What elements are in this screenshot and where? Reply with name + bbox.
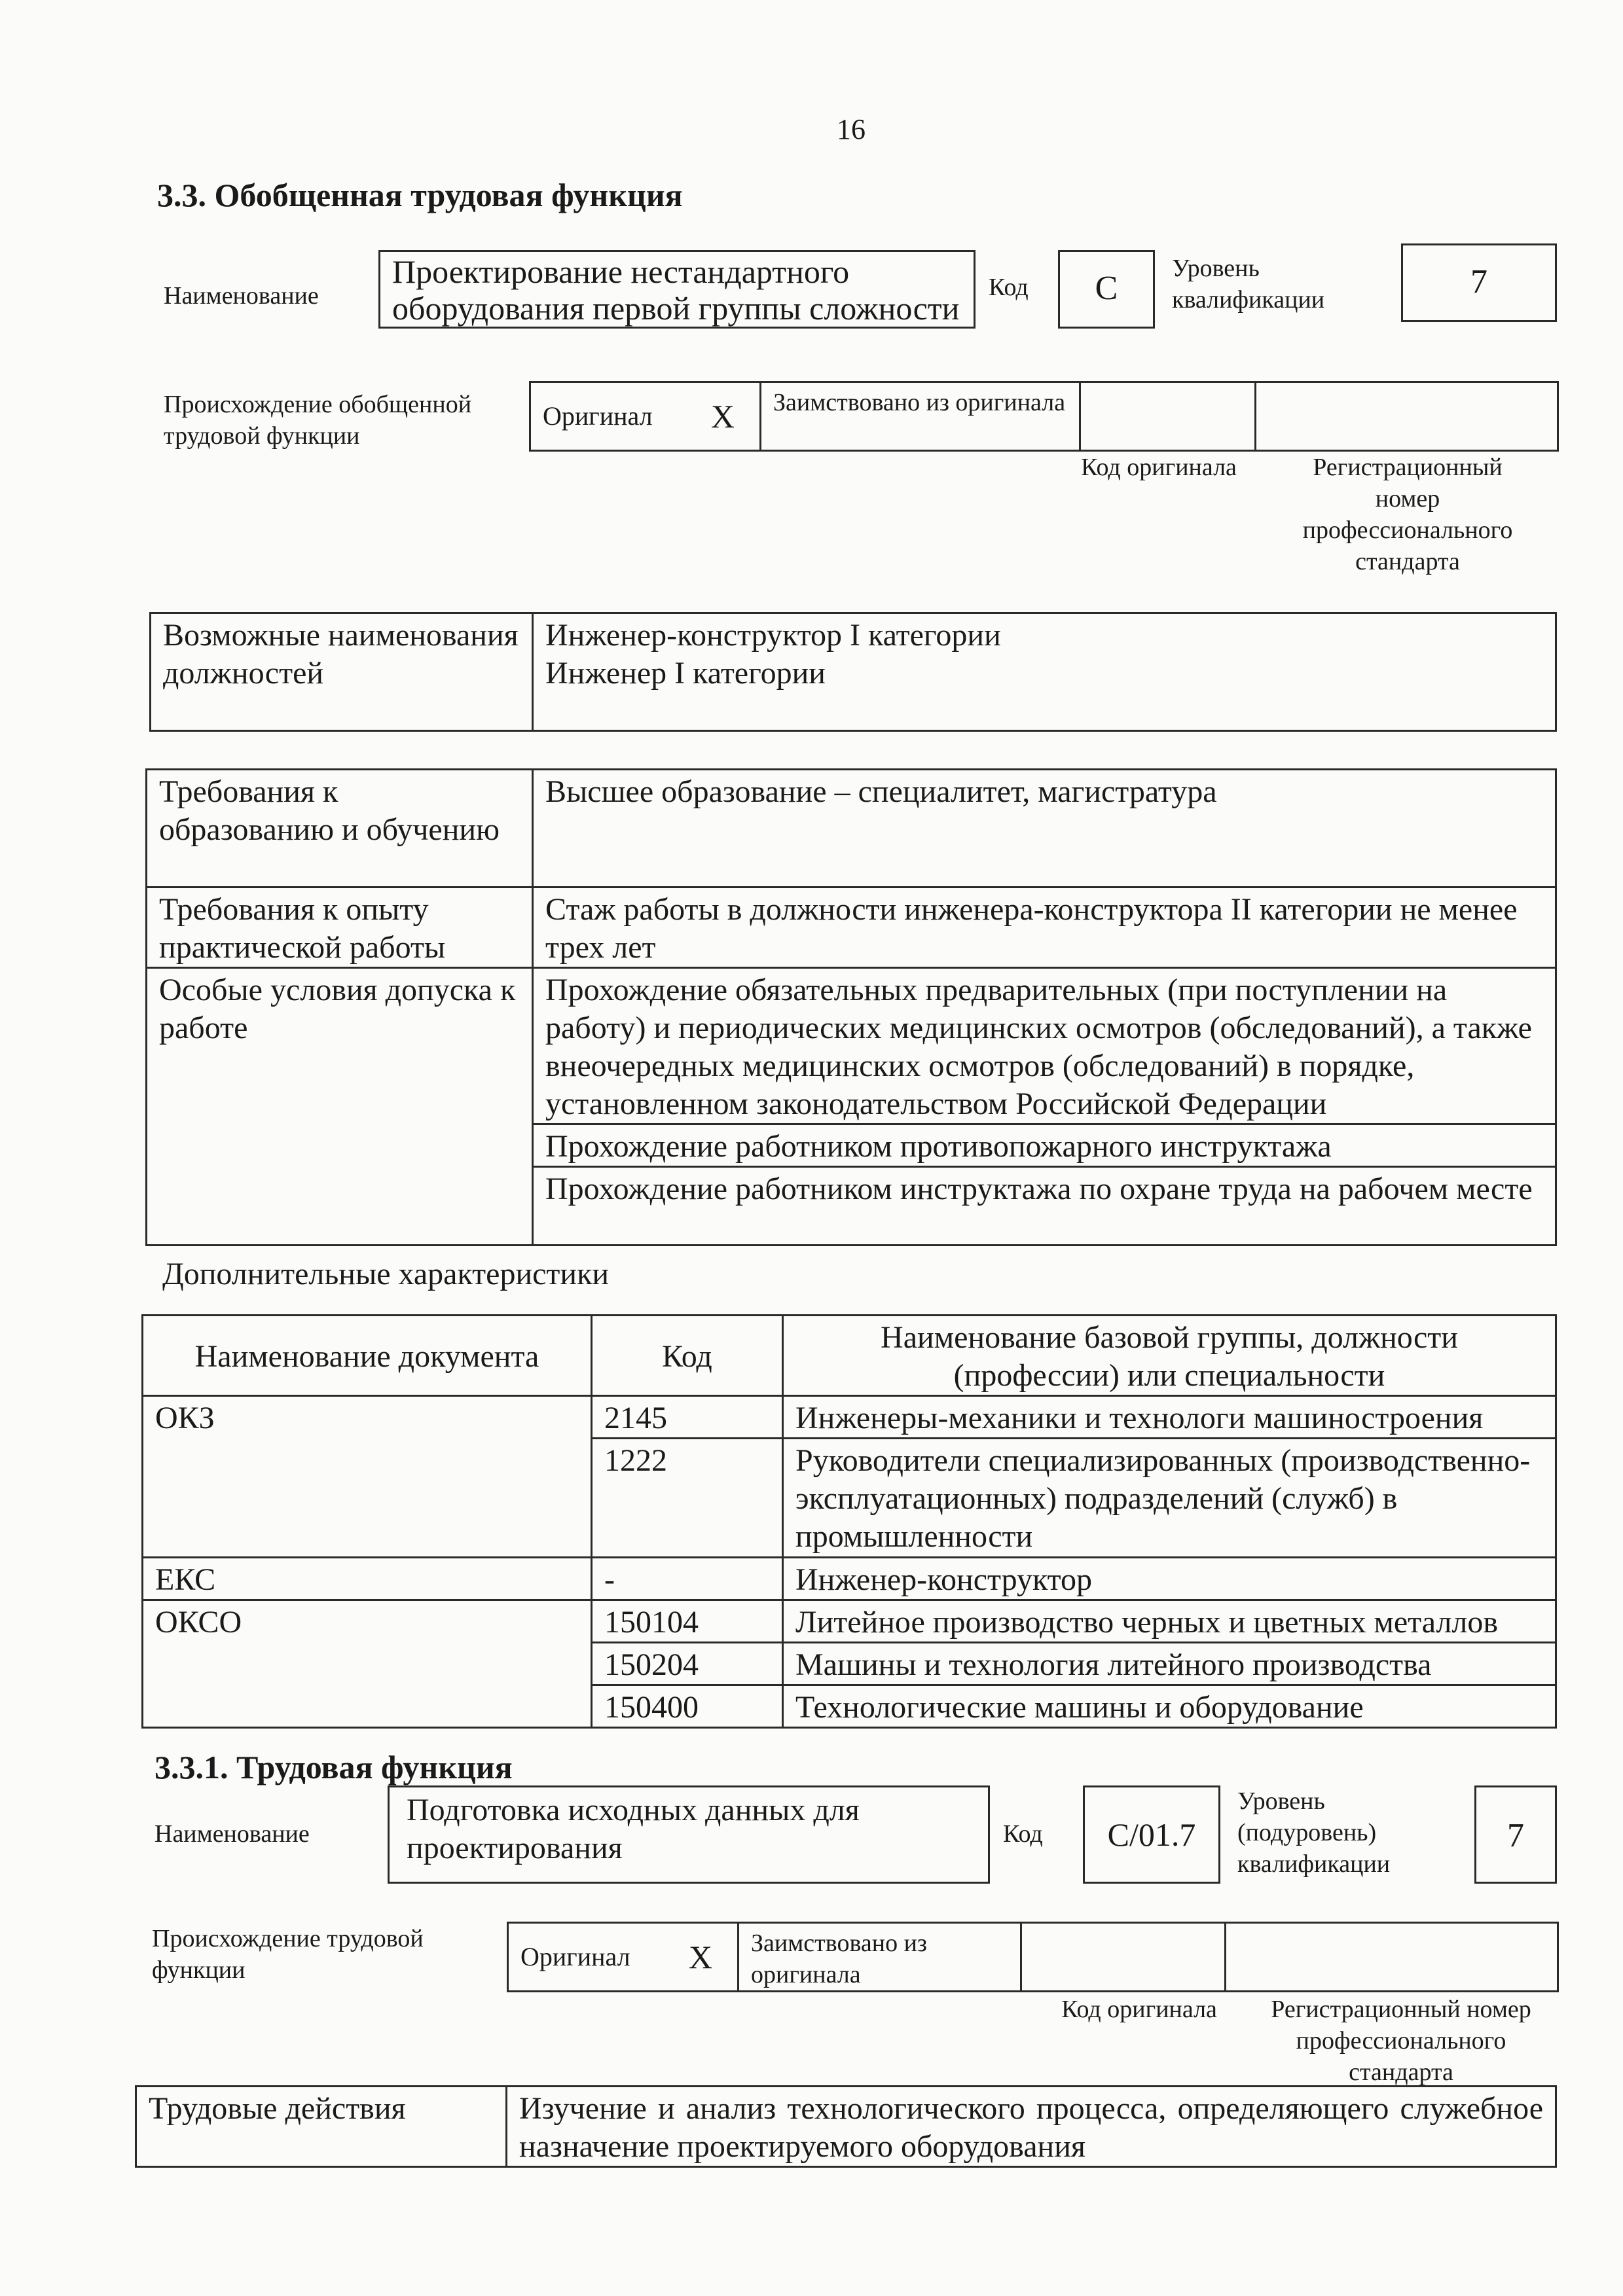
position-item: Инженер I категории bbox=[545, 656, 826, 691]
actions-table bbox=[135, 2085, 1557, 2168]
original-cell bbox=[530, 382, 761, 451]
tf-name-value: Подготовка исходных данных для проектирования bbox=[407, 1793, 860, 1865]
reg-number-caption: Регистрационный номер профессионального стандарта bbox=[1302, 454, 1513, 575]
tf-reg-number-caption: Регистрационный номер профессионального стандарта bbox=[1271, 1996, 1531, 2086]
row-name: Инженер-конструктор bbox=[783, 1558, 1556, 1600]
tf-borrowed-cell: Заимствовано из оригинала bbox=[739, 1923, 1021, 1992]
additional-table bbox=[141, 1314, 1557, 1729]
tf-original-cell bbox=[508, 1923, 739, 1992]
row-code: 2145 bbox=[592, 1396, 783, 1439]
function-name-label: Наименование bbox=[155, 1820, 310, 1848]
gtf-level-value: 7 bbox=[1470, 263, 1487, 300]
tf-reg-number-cell bbox=[1226, 1923, 1558, 1992]
positions-values bbox=[533, 613, 1556, 731]
header-name: Наименование базовой группы, должности (профессии) или специальности bbox=[783, 1316, 1556, 1396]
tf-level-value: 7 bbox=[1507, 1817, 1524, 1854]
tf-origin-table bbox=[507, 1922, 1559, 1992]
row-doc: ЕКС bbox=[143, 1558, 592, 1600]
row-name: Руководители специализированных (производственно-эксплуатационных) подразделений (служб) в промышленности bbox=[783, 1439, 1556, 1558]
gtf-code-value: C bbox=[1095, 270, 1118, 307]
row-name: Технологические машины и оборудование bbox=[783, 1685, 1556, 1728]
special-label: Особые условия допуска к работе bbox=[147, 968, 533, 1246]
tf-level-box bbox=[1474, 1785, 1557, 1884]
row-doc: ОКСО bbox=[143, 1600, 592, 1728]
function-code-label: Код bbox=[1003, 1820, 1043, 1848]
education-label: Требования к образованию и обучению bbox=[147, 770, 533, 888]
original-mark: X bbox=[710, 398, 735, 435]
gtf-name-value: Проектирование нестандартного оборудования первой группы сложности bbox=[392, 253, 960, 327]
education-value: Высшее образование – специалитет, магистратура bbox=[533, 770, 1556, 888]
special-value: Прохождение работником противопожарного инструктажа bbox=[533, 1124, 1556, 1167]
row-code: 150400 bbox=[592, 1685, 783, 1728]
function-level-label: Уровень (подуровень) квалификации bbox=[1237, 1787, 1391, 1878]
row-name: Инженеры-механики и технологи машиностроения bbox=[783, 1396, 1556, 1439]
positions-table bbox=[149, 612, 1557, 732]
positions-label: Возможные наименования должностей bbox=[151, 613, 533, 731]
experience-value: Стаж работы в должности инженера-конструктора II категории не менее трех лет bbox=[533, 888, 1556, 968]
row-name: Машины и технология литейного производства bbox=[783, 1643, 1556, 1685]
gtf-name-box bbox=[378, 250, 976, 329]
borrowed-cell: Заимствовано из оригинала bbox=[761, 382, 1080, 451]
header-code: Код bbox=[592, 1316, 783, 1396]
row-code: 1222 bbox=[592, 1439, 783, 1558]
gtf-level-box bbox=[1401, 243, 1557, 322]
additional-title: Дополнительные характеристики bbox=[162, 1257, 610, 1291]
gtf-code-box bbox=[1058, 250, 1155, 329]
tf-code-box bbox=[1083, 1785, 1220, 1884]
reg-number-cell bbox=[1256, 382, 1558, 451]
row-name: Литейное производство черных и цветных металлов bbox=[783, 1600, 1556, 1643]
level-label: Уровень квалификации bbox=[1172, 255, 1325, 314]
tf-original-label: Оригинал bbox=[520, 1942, 630, 1971]
tf-name-box bbox=[388, 1785, 990, 1884]
section-title: 3.3. Обобщенная трудовая функция bbox=[157, 177, 683, 213]
special-value: Прохождение работником инструктажа по охране труда на рабочем месте bbox=[533, 1167, 1556, 1246]
tf-orig-code-caption: Код оригинала bbox=[1061, 1996, 1217, 2023]
orig-code-caption: Код оригинала bbox=[1081, 454, 1237, 481]
row-code: - bbox=[592, 1558, 783, 1600]
row-code: 150204 bbox=[592, 1643, 783, 1685]
tf-original-mark: X bbox=[688, 1939, 712, 1975]
origin-label: Происхождение обобщенной трудовой функции bbox=[164, 391, 472, 450]
function-origin-label: Происхождение трудовой функции bbox=[152, 1925, 424, 1984]
function-title: 3.3.1. Трудовая функция bbox=[155, 1749, 513, 1785]
orig-code-cell bbox=[1080, 382, 1256, 451]
code-label: Код bbox=[989, 274, 1029, 301]
row-code: 150104 bbox=[592, 1600, 783, 1643]
position-item: Инженер-конструктор I категории bbox=[545, 618, 1001, 653]
gtf-origin-table bbox=[529, 381, 1559, 452]
experience-label: Требования к опыту практической работы bbox=[147, 888, 533, 968]
tf-code-value: C/01.7 bbox=[1107, 1816, 1196, 1853]
page-number: 16 bbox=[837, 113, 866, 145]
row-doc: ОКЗ bbox=[143, 1396, 592, 1558]
requirements-table bbox=[145, 768, 1557, 1246]
actions-label: Трудовые действия bbox=[136, 2087, 507, 2167]
name-label: Наименование bbox=[164, 282, 319, 310]
tf-orig-code-cell bbox=[1021, 1923, 1226, 1992]
header-document: Наименование документа bbox=[143, 1316, 592, 1396]
special-value: Прохождение обязательных предварительных (при поступлении на работу) и периодических медицинских осмотров (обследований), а также внеочередных медицинских осмотров (обследований) в порядке, установленном законодательством Российской Федерации bbox=[533, 968, 1556, 1124]
original-label: Оригинал bbox=[543, 401, 653, 431]
actions-value: Изучение и анализ технологического процесса, определяющего служебное назначение проектируемого оборудования bbox=[507, 2087, 1556, 2167]
